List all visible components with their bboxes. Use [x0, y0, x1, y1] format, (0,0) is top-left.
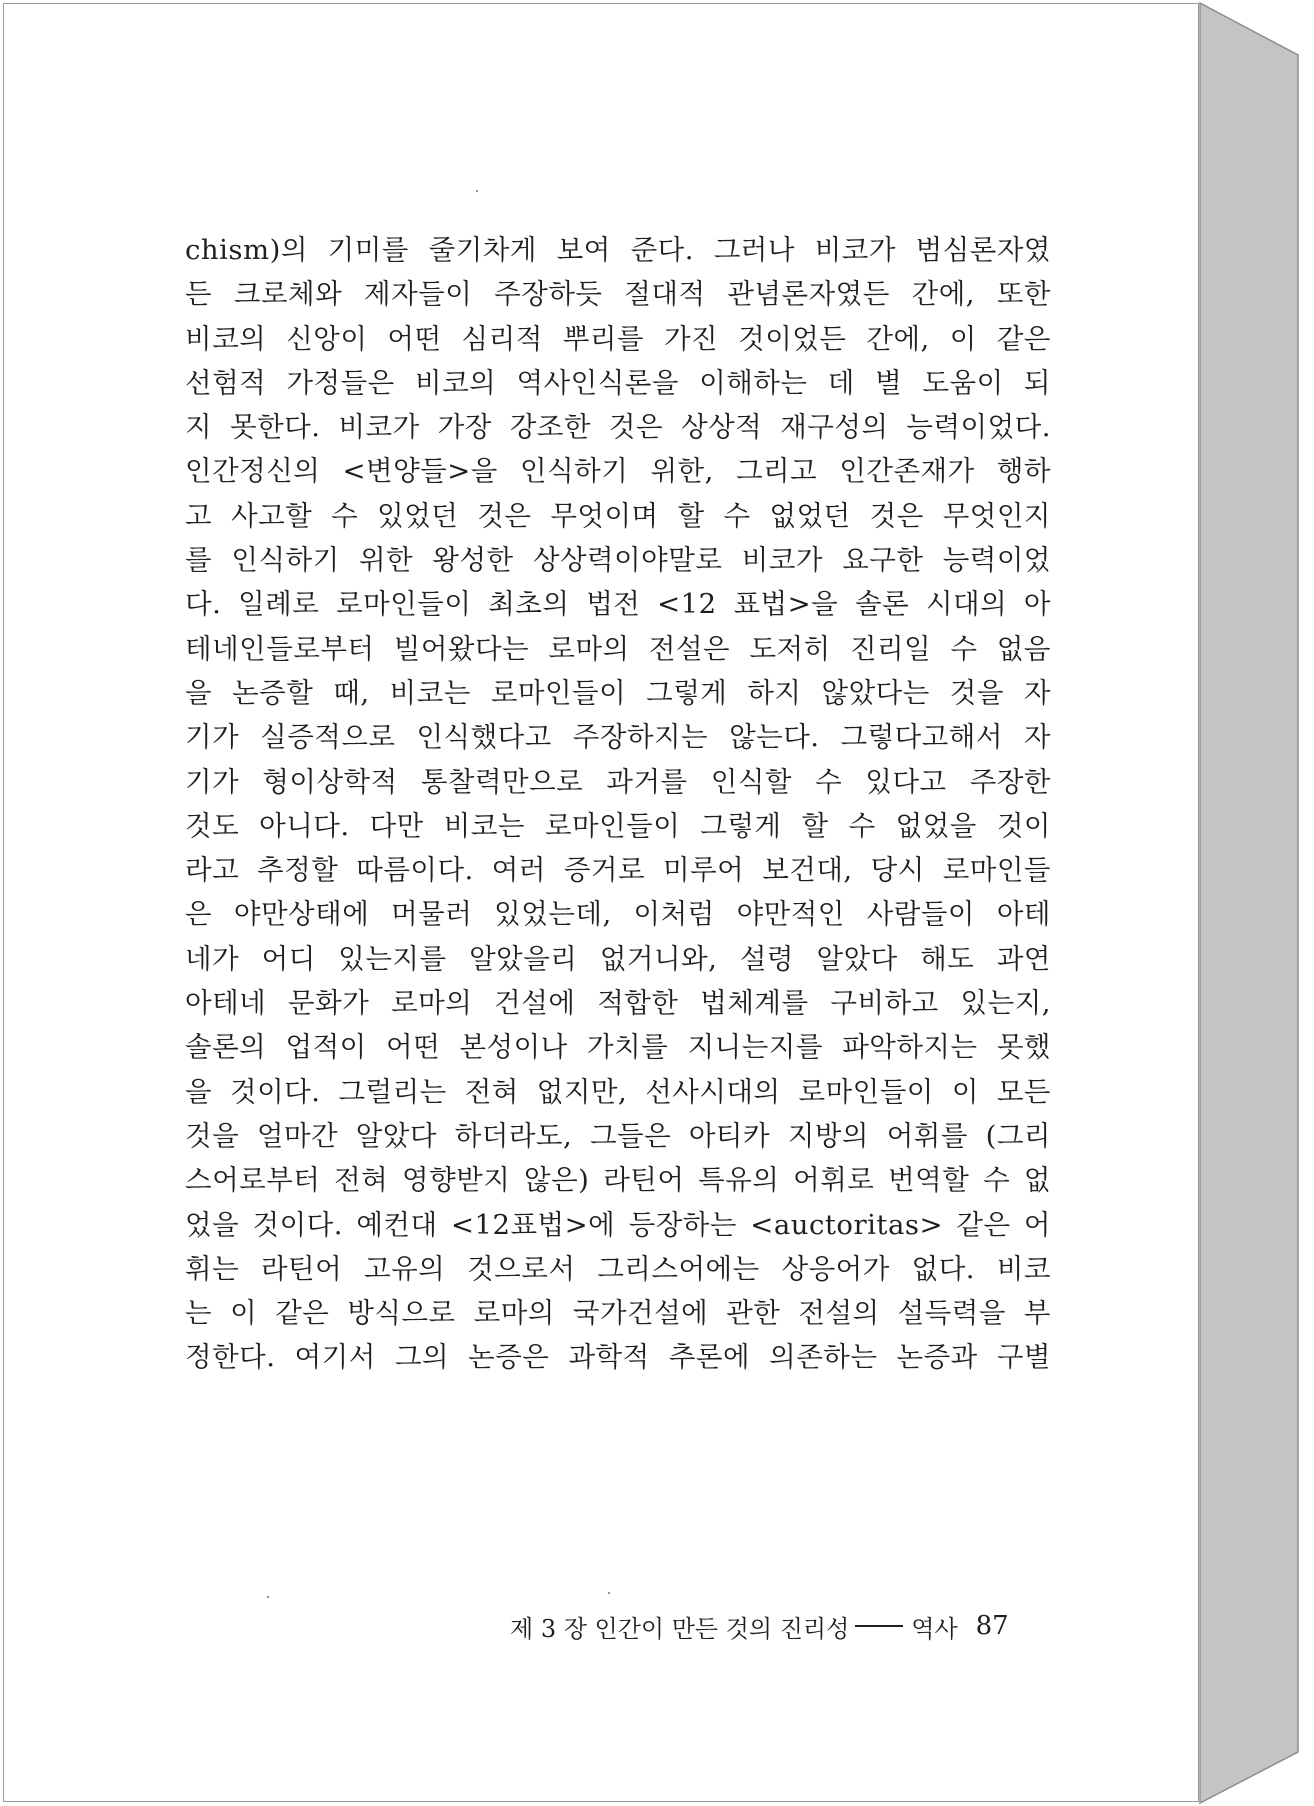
text-line: 아테네 문화가 로마의 건설에 적합한 법체계를 구비하고 있는지,	[185, 987, 1051, 1020]
text-line: chism)의 기미를 줄기차게 보여 준다. 그러나 비코가 범심론자였	[185, 234, 1051, 266]
body-paragraph	[185, 228, 1051, 1380]
scan-speck	[476, 190, 478, 192]
text-line: 비코의 신앙이 어떤 심리적 뿌리를 가진 것이었든 간에, 이 같은	[185, 322, 1051, 355]
text-line: 기가 형이상학적 통찰력만으로 과거를 인식할 수 있다고 주장한	[185, 765, 1051, 798]
text-line: 솔론의 업적이 어떤 본성이나 가치를 지니는지를 파악하지는 못했	[185, 1031, 1051, 1064]
text-line: 선험적 가정들은 비코의 역사인식론을 이해하는 데 별 도움이 되	[185, 366, 1051, 399]
text-line: 었을 것이다. 예컨대 <12표법>에 등장하는 <auctoritas> 같은 어	[185, 1208, 1051, 1241]
page-number: 87	[975, 1611, 1009, 1641]
text-line: 를 인식하기 위한 왕성한 상상력이야말로 비코가 요구한 능력이었	[185, 544, 1051, 577]
text-line: 테네인들로부터 빌어왔다는 로마의 전설은 도저히 진리일 수 없음	[185, 632, 1051, 665]
footer-dash-rule	[855, 1625, 903, 1627]
text-line: 고 사고할 수 있었던 것은 무엇이며 할 수 없었던 것은 무엇인지	[185, 499, 1051, 532]
text-line: 기가 실증적으로 인식했다고 주장하지는 않는다. 그렇다고해서 자	[185, 721, 1051, 754]
text-line: 을 것이다. 그럴리는 전혀 없지만, 선사시대의 로마인들이 이 모든	[185, 1075, 1051, 1108]
text-line: 스어로부터 전혀 영향받지 않은) 라틴어 특유의 어휘로 번역할 수 없	[185, 1164, 1051, 1197]
text-line: 지 못한다. 비코가 가장 강조한 것은 상상적 재구성의 능력이었다.	[185, 411, 1051, 444]
running-footer	[510, 1606, 1022, 1646]
text-line: 휘는 라틴어 고유의 것으로서 그리스어에는 상응어가 없다. 비코	[185, 1252, 1051, 1285]
scan-speck	[267, 1596, 269, 1598]
footer-chapter-title: 제 3 장 인간이 만든 것의 진리성	[510, 1614, 850, 1643]
text-line: 은 야만상태에 머물러 있었는데, 이처럼 야만적인 사람들이 아테	[185, 898, 1051, 931]
text-line: 네가 어디 있는지를 알았을리 없거니와, 설령 알았다 해도 과연	[185, 942, 1051, 975]
text-line: 정한다. 여기서 그의 논증은 과학적 추론에 의존하는 논증과 구별	[185, 1341, 1051, 1374]
text-line: 든 크로체와 제자들이 주장하듯 절대적 관념론자였든 간에, 또한	[185, 278, 1051, 311]
text-line: 을 논증할 때, 비코는 로마인들이 그렇게 하지 않았다는 것을 자	[185, 676, 1051, 709]
footer-section-title: 역사	[911, 1614, 958, 1643]
text-line: 것을 얼마간 알았다 하더라도, 그들은 아티카 지방의 어휘를 (그리	[185, 1119, 1051, 1152]
text-line: 는 이 같은 방식으로 로마의 국가건설에 관한 전설의 설득력을 부	[185, 1297, 1051, 1330]
text-line: 다. 일례로 로마인들이 최초의 법전 <12 표법>을 솔론 시대의 아	[185, 588, 1051, 621]
text-line: 것도 아니다. 다만 비코는 로마인들이 그렇게 할 수 없었을 것이	[185, 809, 1051, 842]
text-line: 라고 추정할 따름이다. 여러 증거로 미루어 보건대, 당시 로마인들	[185, 854, 1051, 887]
scan-speck	[608, 1592, 610, 1594]
book-side-edge	[1200, 3, 1298, 1803]
text-line: 인간정신의 <변양들>을 인식하기 위한, 그리고 인간존재가 행하	[185, 455, 1051, 488]
